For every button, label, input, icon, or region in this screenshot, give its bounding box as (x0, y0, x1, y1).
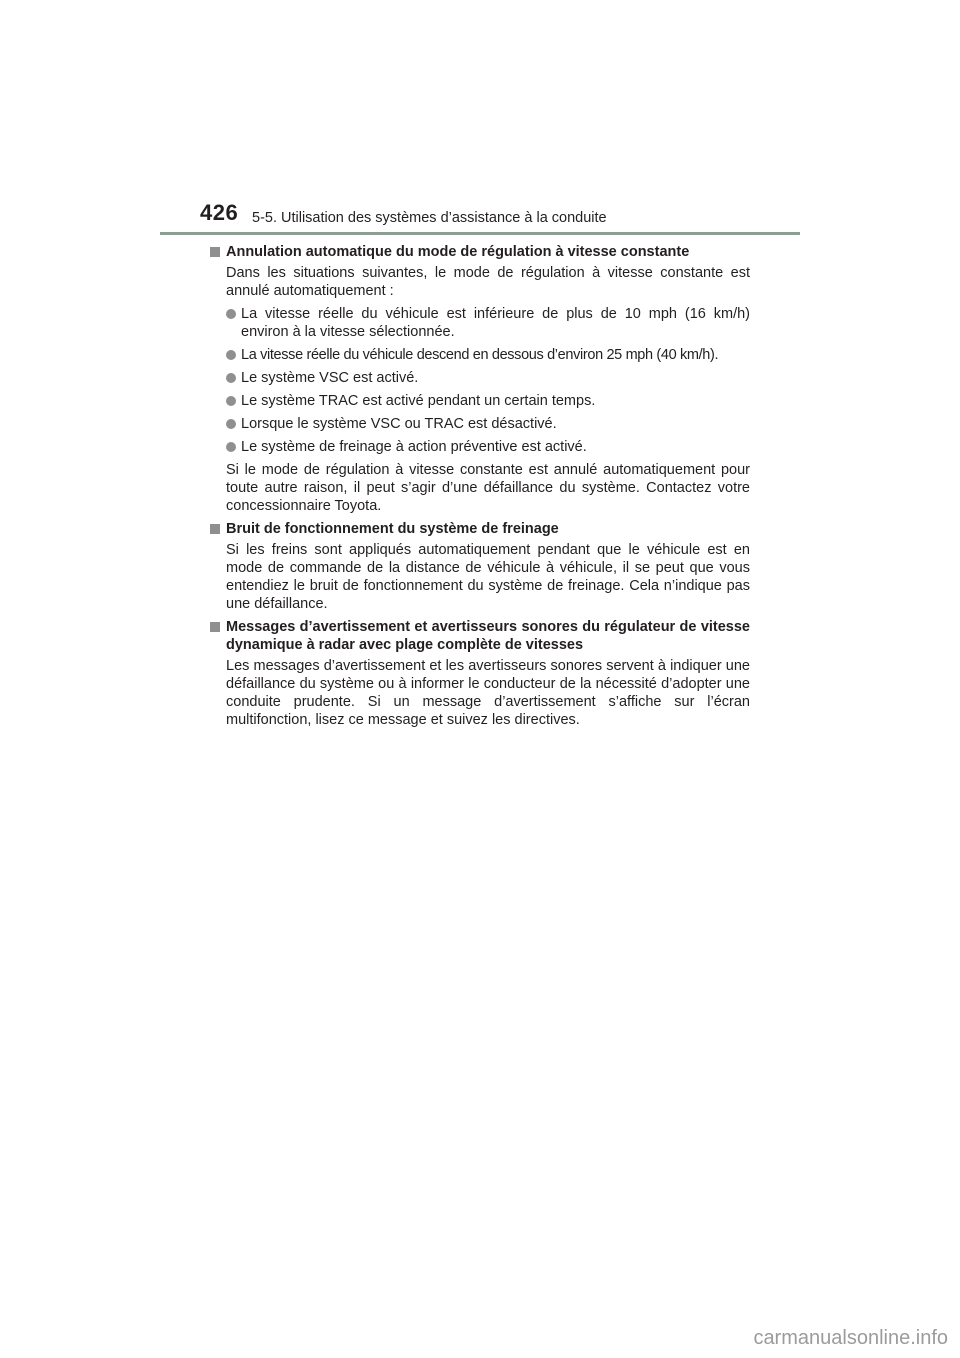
list-item (226, 305, 750, 341)
section-auto-cancel (210, 243, 750, 515)
list-item (226, 392, 750, 410)
page-content (210, 243, 750, 734)
list-item-text: Le système de freinage à action préventive est activé. (241, 439, 587, 455)
list-item-text: La vitesse réelle du véhicule est inférieure de plus de 10 mph (16 km/h) environ à la vitesse sélectionnée. (241, 306, 750, 340)
list-item-text: Le système TRAC est activé pendant un certain temps. (241, 393, 596, 409)
section-outro: Si le mode de régulation à vitesse constante est annulé automatiquement pour toute autre raison, il peut s’agir d’une défaillance du système. Contactez votre concessionnaire Toyota. (226, 462, 750, 514)
list-item-text: La vitesse réelle du véhicule descend en dessous d’environ 25 mph (40 km/h). (241, 347, 719, 363)
section-title-text: Bruit de fonctionnement du système de freinage (226, 521, 559, 537)
section-title (210, 618, 750, 654)
round-bullet-icon (226, 373, 236, 383)
round-bullet-icon (226, 419, 236, 429)
section-title-text: Annulation automatique du mode de régulation à vitesse constante (226, 244, 690, 260)
list-item (226, 369, 750, 387)
square-bullet-icon (210, 622, 220, 632)
square-bullet-icon (210, 247, 220, 257)
round-bullet-icon (226, 396, 236, 406)
section-warning-messages (210, 618, 750, 729)
list-item-text: Le système VSC est activé. (241, 370, 419, 386)
section-title-text: Messages d’avertissement et avertisseurs sonores du régulateur de vitesse dynamique à radar avec plage complète de vitesses (226, 619, 750, 653)
condition-list (226, 305, 750, 456)
round-bullet-icon (226, 350, 236, 360)
list-item (226, 438, 750, 456)
section-title (210, 520, 750, 538)
section-body: Si les freins sont appliqués automatiquement pendant que le véhicule est en mode de commande de la distance de véhicule à véhicule, il se peut que vous entendiez le bruit de fonctionnement du système de freinage. Cela n’indique pas une défaillance. (226, 542, 750, 612)
list-item (226, 415, 750, 433)
section-brake-noise (210, 520, 750, 613)
section-intro: Dans les situations suivantes, le mode de régulation à vitesse constante est annulé automatiquement : (226, 265, 750, 299)
page-number: 426 (200, 200, 239, 225)
round-bullet-icon (226, 309, 236, 319)
round-bullet-icon (226, 442, 236, 452)
header-rule (160, 232, 800, 235)
list-item-text: Lorsque le système VSC ou TRAC est désactivé. (241, 416, 557, 432)
watermark: carmanualsonline.info (753, 1327, 948, 1349)
section-title (210, 243, 750, 261)
square-bullet-icon (210, 524, 220, 534)
section-body: Les messages d’avertissement et les avertisseurs sonores servent à indiquer une défaillance du système ou à informer le conducteur de la nécessité d’adopter une conduite prudente. Si un message d’avertissement s’affiche sur l’écran multifonction, lisez ce message et suivez les directives. (226, 658, 750, 728)
list-item (226, 346, 750, 364)
running-header: 5-5. Utilisation des systèmes d’assistance à la conduite (252, 210, 607, 226)
